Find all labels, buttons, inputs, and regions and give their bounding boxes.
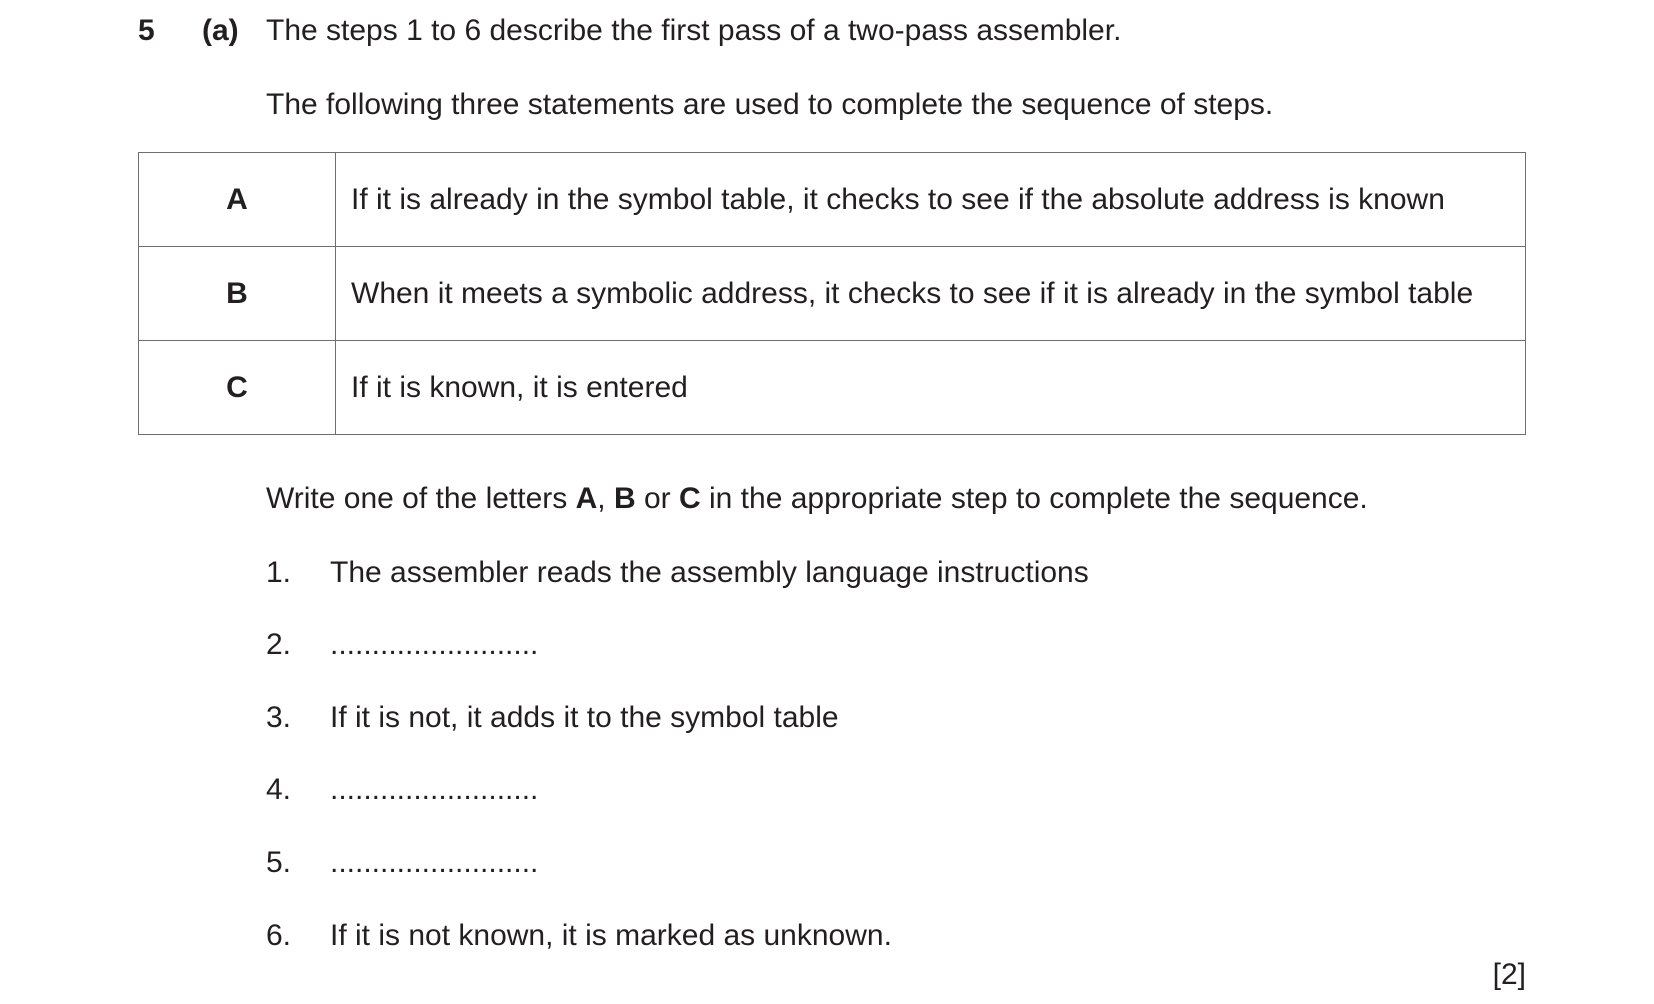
intro-line-2: The following three statements are used to complete the sequence of steps. bbox=[266, 88, 1274, 121]
step-item bbox=[266, 846, 538, 880]
statement-text: If it is already in the symbol table, it checks to see if the absolute address is known bbox=[336, 153, 1526, 247]
answer-blank[interactable]: ......................... bbox=[330, 628, 539, 661]
instruction-letter-a: A bbox=[575, 482, 598, 515]
step-number: 1. bbox=[266, 556, 292, 589]
step-item bbox=[266, 628, 538, 662]
instruction-letter-b: B bbox=[613, 482, 636, 515]
instruction-text bbox=[266, 482, 1368, 516]
instruction-letter-c: C bbox=[678, 482, 701, 515]
instruction-part-2: in the appropriate step to complete the sequence. bbox=[700, 482, 1368, 515]
statement-letter: B bbox=[139, 247, 336, 341]
step-item bbox=[266, 773, 538, 807]
intro-line-1: The steps 1 to 6 describe the first pass of a two-pass assembler. bbox=[266, 14, 1122, 47]
statement-text: When it meets a symbolic address, it checks to see if it is already in the symbol table bbox=[336, 247, 1526, 341]
statement-letter: A bbox=[139, 153, 336, 247]
instruction-part-1: Write one of the letters bbox=[266, 482, 576, 515]
step-item bbox=[266, 919, 892, 953]
step-number: 5. bbox=[266, 846, 292, 879]
statement-letter: C bbox=[139, 341, 336, 435]
step-number: 6. bbox=[266, 919, 292, 952]
statement-row-c bbox=[139, 341, 1526, 435]
statements-table bbox=[138, 152, 1526, 435]
marks-allocation: [2] bbox=[1492, 958, 1526, 991]
step-item bbox=[266, 701, 839, 735]
step-text: If it is not, it adds it to the symbol table bbox=[330, 701, 839, 734]
instruction-separator: or bbox=[635, 482, 679, 515]
step-text: The assembler reads the assembly language instructions bbox=[330, 556, 1089, 589]
question-number: 5 bbox=[138, 14, 155, 47]
step-number: 4. bbox=[266, 773, 292, 806]
step-text: If it is not known, it is marked as unknown. bbox=[330, 919, 892, 952]
instruction-separator: , bbox=[597, 482, 614, 515]
question-part: (a) bbox=[202, 14, 239, 47]
step-number: 3. bbox=[266, 701, 292, 734]
statement-row-b bbox=[139, 247, 1526, 341]
step-number: 2. bbox=[266, 628, 292, 661]
step-item bbox=[266, 556, 1089, 590]
answer-blank[interactable]: ......................... bbox=[330, 773, 539, 806]
answer-blank[interactable]: ......................... bbox=[330, 846, 539, 879]
statement-text: If it is known, it is entered bbox=[336, 341, 1526, 435]
statement-row-a bbox=[139, 153, 1526, 247]
